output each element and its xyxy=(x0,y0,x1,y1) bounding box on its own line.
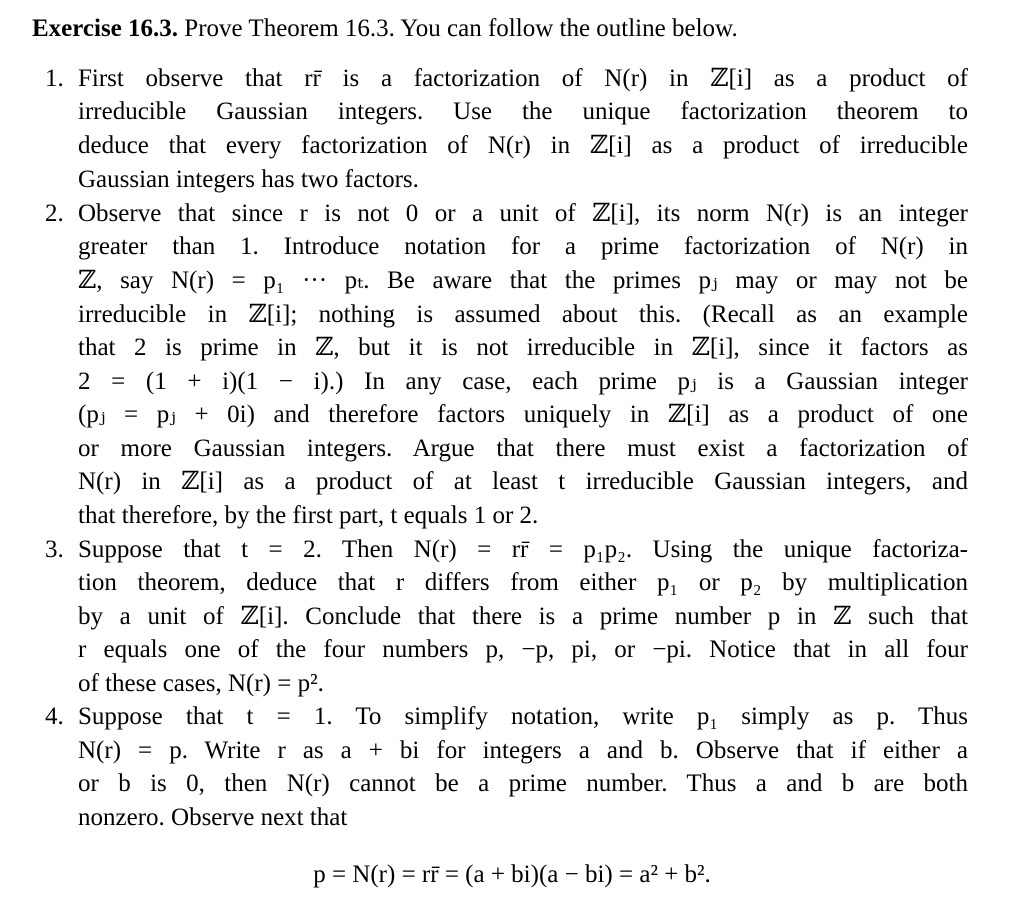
item-1-number: 1. xyxy=(45,65,64,92)
item-2-line-9: N(r) in ℤ[i] as a product of at least t irreducible Gaussian integers, and xyxy=(78,468,968,495)
exercise-intro: Prove Theorem 16.3. You can follow the outline below. xyxy=(184,15,738,42)
exercise-label: Exercise 16.3. xyxy=(32,15,179,42)
item-4-line-4: nonzero. Observe next that xyxy=(78,804,348,831)
item-4-line-2: N(r) = p. Write r as a + bi for integers a and b. Observe that if either a xyxy=(78,737,968,764)
item-2-line-1: Observe that since r is not 0 or a unit of ℤ[i], its norm N(r) is an integer xyxy=(78,200,968,227)
item-2-number: 2. xyxy=(45,200,64,227)
exercise-heading xyxy=(32,12,992,45)
item-2-line-4: irreducible in ℤ[i]; nothing is assumed about this. (Recall as an example xyxy=(78,301,968,328)
item-1-line-2: irreducible Gaussian integers. Use the unique factorization theorem to xyxy=(78,98,968,125)
item-2-line-2: greater than 1. Introduce notation for a prime factorization of N(r) in xyxy=(78,233,968,260)
item-4-line-1: Suppose that t = 1. To simplify notation, write p₁ simply as p. Thus xyxy=(78,703,968,730)
item-3-line-3: by a unit of ℤ[i]. Conclude that there is a prime number p in ℤ such that xyxy=(78,603,968,630)
item-3-number: 3. xyxy=(45,536,64,563)
item-3-line-2: tion theorem, deduce that r differs from either p₁ or p₂ by multiplication xyxy=(78,569,968,596)
item-2-line-5: that 2 is prime in ℤ, but it is not irreducible in ℤ[i], since it factors as xyxy=(78,334,968,361)
item-3-line-4: r equals one of the four numbers p, −p, pi, or −pi. Notice that in all four xyxy=(78,636,968,663)
item-2-line-7: (pⱼ = pⱼ + 0i) and therefore factors uniquely in ℤ[i] as a product of one xyxy=(78,401,968,428)
item-1-line-4: Gaussian integers has two factors. xyxy=(78,166,419,193)
item-4-number: 4. xyxy=(45,703,64,730)
item-1-line-3: deduce that every factorization of N(r) in ℤ[i] as a product of irreducible xyxy=(78,132,968,159)
item-2-line-3: ℤ, say N(r) = p₁ ··· pₜ. Be aware that the primes pⱼ may or may not be xyxy=(78,267,968,294)
item-2-line-10: that therefore, by the first part, t equals 1 or 2. xyxy=(78,502,539,529)
item-2-line-8: or more Gaussian integers. Argue that there must exist a factorization of xyxy=(78,435,968,462)
item-3-line-5: of these cases, N(r) = p². xyxy=(78,670,324,697)
item-1-line-1: First observe that rr̄ is a factorization of N(r) in ℤ[i] as a product of xyxy=(78,65,968,92)
item-2-line-6: 2 = (1 + i)(1 − i).) In any case, each prime pⱼ is a Gaussian integer xyxy=(78,368,968,395)
item-4-line-3: or b is 0, then N(r) cannot be a prime number. Thus a and b are both xyxy=(78,770,968,797)
item-3-line-1: Suppose that t = 2. Then N(r) = rr̄ = p₁p₂. Using the unique factoriza- xyxy=(78,536,968,563)
display-equation: p = N(r) = rr̄ = (a + bi)(a − bi) = a² + b². xyxy=(313,861,711,888)
